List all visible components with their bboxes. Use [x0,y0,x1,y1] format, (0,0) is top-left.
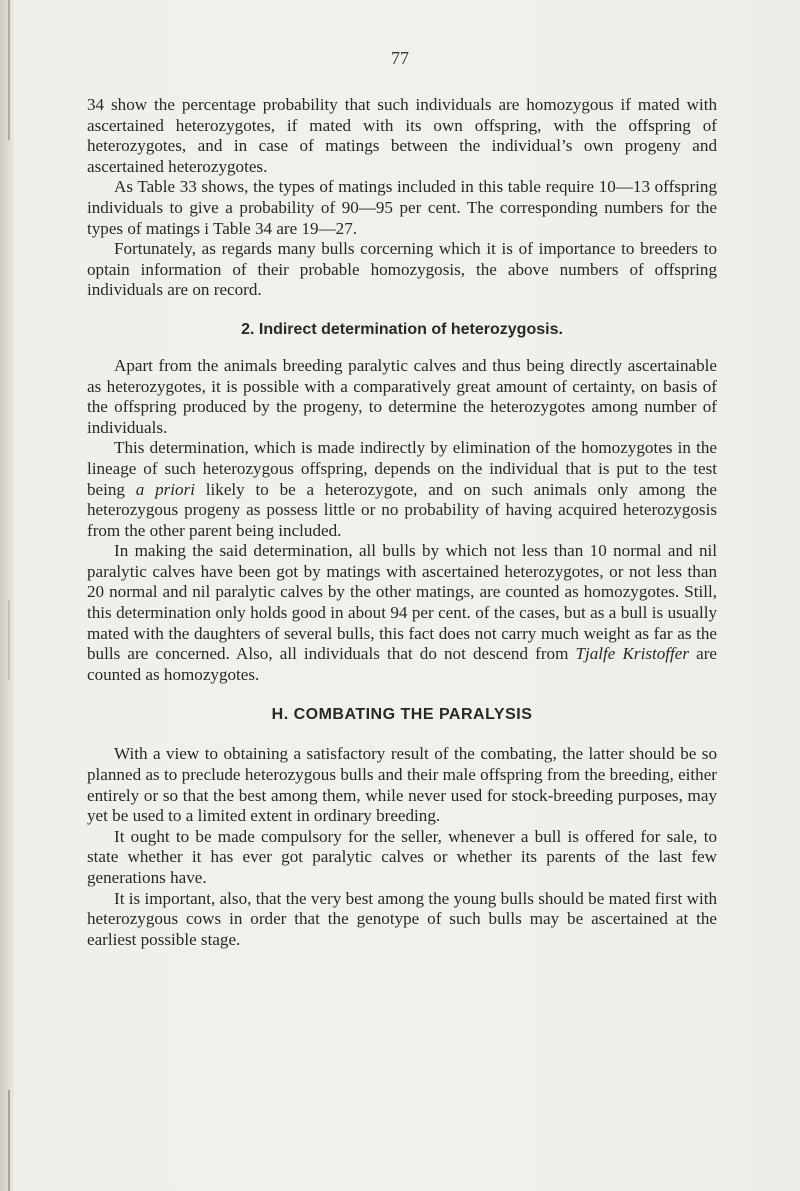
paragraph-text: likely to be a heterozygote, and on such animals only among the heterozygous progeny as possess little or no probability of having acquired heterozygosis from the other parent being included. [87,479,717,540]
paragraph: With a view to obtaining a satisfactory result of the combating, the latter should be so planned as to preclude heterozygous bulls and their male offspring from the breeding, either entirely or so that the best among them, while never used for stock-breeding purposes, may yet be used to a limited extent in ordinary breeding. [87,744,717,826]
paragraph: Fortunately, as regards many bulls corcerning which it is of importance to breeders to optain information of their probable homozygosis, the above numbers of offspring individuals are on record. [87,239,717,300]
binding-line [8,1090,10,1191]
italic-term: a priori [135,479,195,499]
paragraph: Apart from the animals breeding paralytic calves and thus being directly ascertainable as heterozygotes, it is possible with a comparatively great amount of certainty, on basis of the offspring produced by the progeny, to determine the heterozygotes among number of individuals. [87,355,717,437]
paragraph: It ought to be made compulsory for the seller, whenever a bull is offered for sale, to state whether it has ever got paralytic calves or whether its parents of the last few generations have. [87,826,717,887]
italic-name: Tjalfe Kristoffer [575,644,690,664]
paragraph: As Table 33 shows, the types of matings included in this table require 10—13 offspring individuals to give a probability of 90—95 per cent. The corresponding numbers for the types of matings i Table 34 are 19—27. [87,177,717,238]
section-heading: 2. Indirect determination of heterozygosis. [241,320,563,338]
chapter-heading: H. COMBATING THE PARALYSIS [271,706,533,724]
page-binding-edge [0,0,14,1191]
paragraph-text: In making the said determination, all bulls by which not less than 10 normal and nil paralytic calves have been got by matings with ascertained heterozygotes, or not less than 20 normal and nil paralytic calves by the other matings, are counted as homozygotes. Still, this determination only holds good in about 94 per cent. of the cases, but as a bull is usually mated with the daughters of several bulls, this fact does not carry much weight as far as the bulls are concerned. Also, all individuals that do not descend from [87,541,717,664]
binding-line [8,0,10,140]
binding-line [8,600,10,680]
paragraph: It is important, also, that the very best among the young bulls should be mated first with heterozygous cows in order that the genotype of such bulls may be ascertained at the earliest possible stage. [87,888,717,949]
paragraph [87,541,717,685]
paragraph-text: This determination, which is made indirectly by elimination of the homozygotes in the lineage of such heterozygous offspring, depends on the individual that is put to the test being [87,438,717,499]
page-number: 77 [391,48,409,68]
paragraph-text: are counted as homozygotes. [87,644,718,684]
paragraph [87,438,717,541]
paragraph: 34 show the percentage probability that such individuals are homozygous if mated with ascertained heterozygotes, if mated with its own offspring, with the offspring of heterozygotes, and in case of matings between the individual’s own progeny and ascertained heterozygotes. [87,95,717,176]
body-text [87,95,717,950]
